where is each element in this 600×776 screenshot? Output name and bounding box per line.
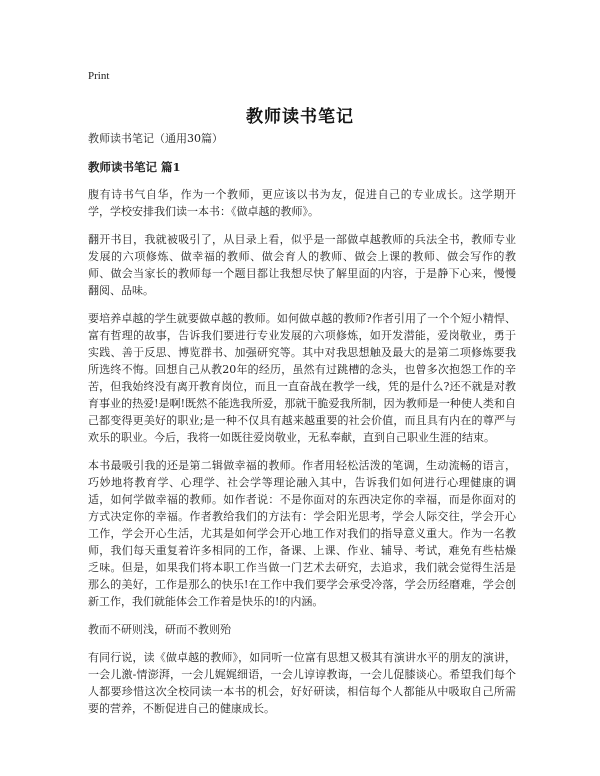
paragraph: 本书最吸引我的还是第二辑做幸福的教师。作者用轻松活泼的笔调，生动流畅的语言，巧妙地将教育学、心理学、社会学等理论融入其中，告诉我们如何进行心理健康的调适，如何学做幸福的教师。如作者说：不是你面对的东西决定你的幸福，而是你面对的方式决定你的幸福。作者教给我们的方法有：学会阳光思考，学会人际交往，学会开心工作，学会开心生活，尤其是如何学会开心地工作对我们的指导意义重大。作为一名教师，我们每天重复着许多相同的工作，备课、上课、作业、辅导、考试，难免有些枯燥乏味。但是，如果我们将本职工作当做一门艺术去研究，去追求，我们就会觉得生活是那么的美好，工作是那么的快乐!在工作中我们要学会承受冷落，学会历经磨难，学会创新工作，我们就能体会工作着是快乐的!的内涵。 [88, 459, 516, 608]
paragraph: 有同行说，读《做卓越的教师》，如同听一位富有思想又极其有演讲水平的朋友的演讲，一会儿激-情澎湃，一会儿娓娓细语，一会儿谆谆教诲，一会儿促膝谈心。希望我们每个人都要珍惜这次全校同读一本书的机会，好好研读，相信每个人都能从中吸取自己所需要的营养，不断促进自己的健康成长。 [88, 651, 516, 715]
print-label: Print [88, 70, 110, 82]
paragraph: 要培养卓越的学生就要做卓越的教师。如何做卓越的教师?作者引用了一个个短小精悍、富有哲理的故事，告诉我们要进行专业发展的六项修炼，如开发潜能，爱岗敬业，勇于实践、善于反思、博览群书、加强研究等。其中对我思想触及最大的是第二项修炼要我所选终不悔。回想自己从教20年的经历，虽然有过跳槽的念头，也曾多次抱怨工作的辛苦，但我始终没有离开教育岗位，而且一直奋战在教学一线，凭的是什么?还不就是对教育事业的热爱!是啊!既然不能选我所爱，那就干脆爱我所制，因为教师是一种使人类和自己都变得更美好的职业;是一种不仅具有越来越重要的社会价值，而且具有内在的尊严与欢乐的职业。今后，我将一如既往爱岗敬业，无私奉献，直到自己职业生涯的结束。 [88, 312, 516, 444]
document-body [88, 130, 516, 728]
paragraph: 腹有诗书气自华，作为一个教师，更应该以书为友，促进自己的专业成长。这学期开学，学校安排我们读一本书：《做卓越的教师》。 [88, 188, 516, 218]
paragraph: 翻开书目，我就被吸引了，从目录上看，似乎是一部做卓越教师的兵法全书，教师专业发展的六项修炼、做幸福的教师、做会育人的教师、做会上课的教师、做会写作的教师、做会当家长的教师每一个题目都让我想尽快了解里面的内容，于是静下心来，慢慢翻阅、品味。 [88, 233, 516, 297]
paragraph: 教而不研则浅，研而不教则殆 [88, 623, 231, 636]
document-subtitle: 教师读书笔记（通用30篇） [88, 132, 223, 145]
document-title: 教师读书笔记 [246, 107, 354, 127]
section-heading: 教师读书笔记 篇1 [88, 160, 181, 174]
